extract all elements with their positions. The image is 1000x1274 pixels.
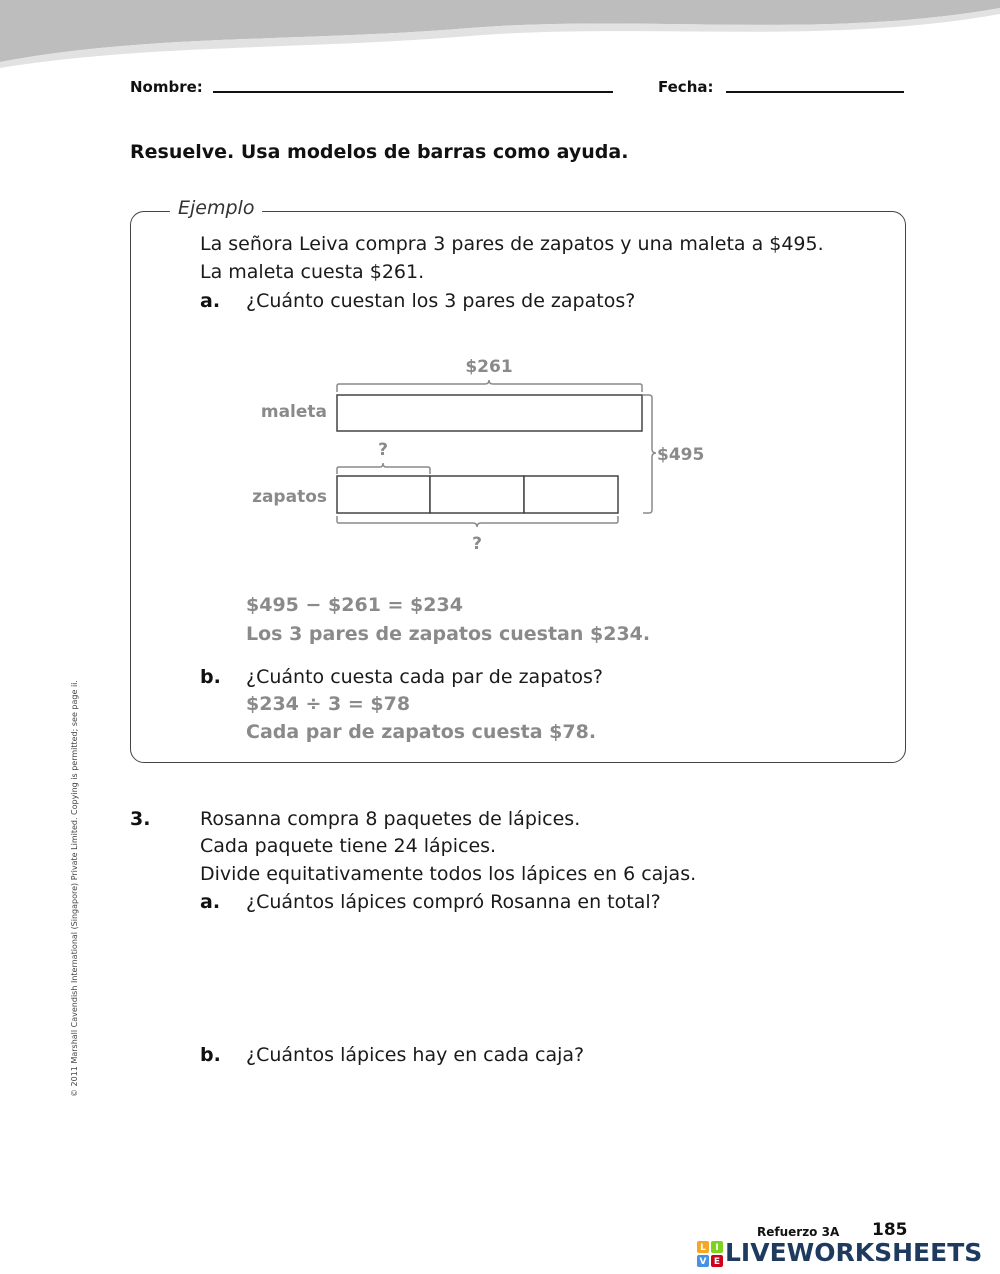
problem-3-answer-a-area[interactable] [246,925,846,1025]
problem-3-part-b-letter: b. [200,1044,221,1066]
date-label: Fecha: [658,78,714,96]
example-part-b-question: ¿Cuánto cuesta cada par de zapatos? [246,666,603,688]
bottom-brace [337,516,618,527]
footer-section: Refuerzo 3A [757,1225,840,1239]
zapatos-bar-1 [337,476,430,513]
name-field-line[interactable] [213,91,613,93]
problem-3-line3: Divide equitativamente todos los lápices en 6 cajas. [200,863,697,885]
diagram-top-value: $261 [465,357,513,377]
problem-3-line1: Rosanna compra 8 paquetes de lápices. [200,808,581,830]
answer-b-equation: $234 ÷ 3 = $78 [246,693,411,715]
example-label: Ejemplo [170,197,262,219]
answer-b-statement: Cada par de zapatos cuesta $78. [246,721,597,743]
liveworksheets-brand[interactable]: LIVEWORKSHEETS [725,1238,983,1267]
header-wave-decoration [0,0,1000,80]
top-brace [337,380,642,392]
liveworksheets-logo-icon [697,1241,723,1267]
svg-text:I: I [715,1243,719,1253]
problem-3-line2: Cada paquete tiene 24 lápices. [200,835,497,857]
footer-page-number: 185 [872,1220,908,1240]
maleta-bar [337,395,642,431]
example-part-b-letter: b. [200,666,221,688]
copyright-notice: © 2011 Marshall Cavendish International (Singapore) Private Limited. Copying is permitted; see page ii. [70,680,79,1097]
problem-3-answer-b-area[interactable] [246,1078,846,1188]
unit-brace [337,463,430,474]
zapatos-bar-2 [430,476,524,513]
example-line1: La señora Leiva compra 3 pares de zapatos y una maleta a $495. [200,233,824,255]
answer-a-equation: $495 − $261 = $234 [246,594,463,616]
right-brace [643,395,656,513]
bar-model-diagram [230,345,750,560]
problem-3-number: 3. [130,808,151,830]
example-line2: La maleta cuesta $261. [200,261,425,283]
problem-3-part-a-letter: a. [200,891,221,913]
name-label: Nombre: [130,78,203,96]
diagram-total-value: $495 [657,445,705,465]
answer-a-statement: Los 3 pares de zapatos cuestan $234. [246,623,651,645]
diagram-unit-question: ? [378,440,388,460]
date-field-line[interactable] [726,91,904,93]
svg-text:L: L [700,1243,706,1253]
diagram-row2-label: zapatos [252,487,327,507]
problem-3-part-b-question: ¿Cuántos lápices hay en cada caja? [246,1044,585,1066]
diagram-row1-label: maleta [260,402,327,422]
zapatos-bar-3 [524,476,618,513]
svg-text:V: V [699,1257,707,1267]
problem-3-part-a-question: ¿Cuántos lápices compró Rosanna en total? [246,891,661,913]
instructions-heading: Resuelve. Usa modelos de barras como ayuda. [130,141,629,163]
example-part-a-letter: a. [200,290,221,312]
svg-text:E: E [713,1257,721,1267]
diagram-bottom-question: ? [472,534,482,554]
example-part-a-question: ¿Cuánto cuestan los 3 pares de zapatos? [246,290,636,312]
